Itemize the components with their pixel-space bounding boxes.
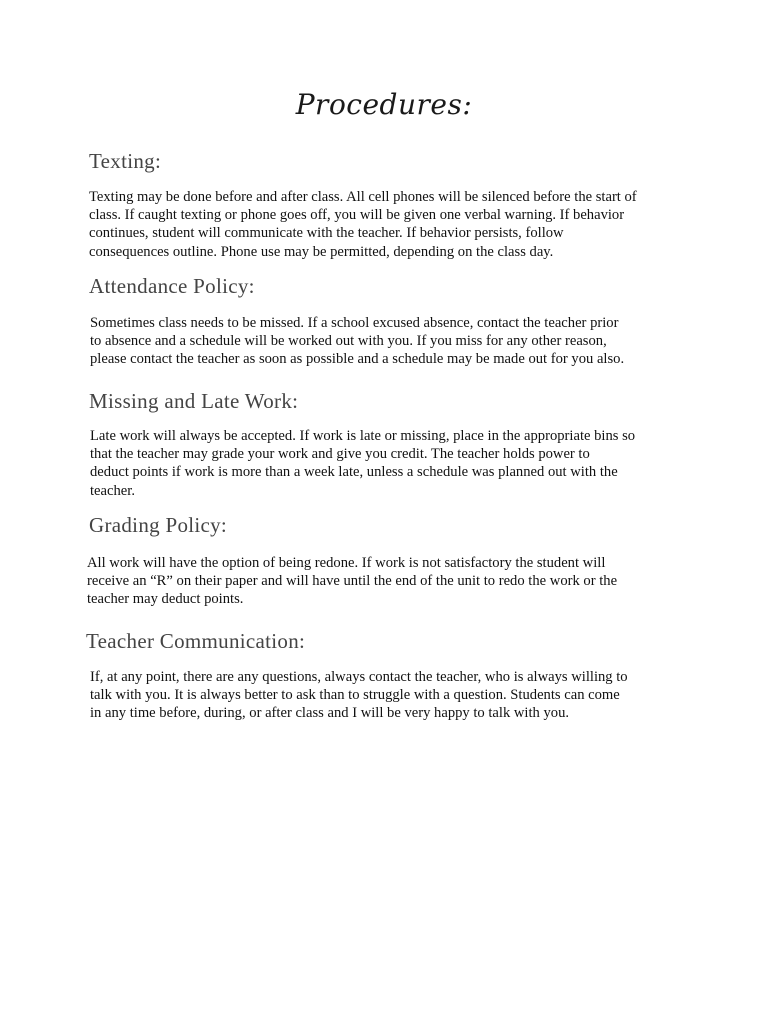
section-body-grading-policy — [87, 554, 617, 609]
section-body-texting — [89, 188, 637, 261]
paragraph-line: deduct points if work is more than a week late, unless a schedule was planned out with the — [90, 464, 618, 481]
page-title: Procedures: — [295, 88, 473, 121]
section-heading-missing-late-work: Missing and Late Work: — [89, 389, 299, 413]
paragraph-line: All work will have the option of being redone. If work is not satisfactory the student will — [87, 555, 606, 571]
paragraph-line: Texting may be done before and after class. All cell phones will be silenced before the start of — [89, 189, 637, 205]
paragraph-line: continues, student will communicate with the teacher. If behavior persists, follow — [89, 225, 564, 242]
section-body-teacher-communication — [90, 668, 628, 723]
paragraph-line: consequences outline. Phone use may be permitted, depending on the class day. — [89, 243, 554, 260]
section-heading-teacher-communication: Teacher Communication: — [86, 629, 306, 653]
section-heading-grading-policy: Grading Policy: — [89, 513, 228, 537]
paragraph-line: Late work will always be accepted. If work is late or missing, place in the appropriate bins so — [90, 428, 636, 444]
section-heading-attendance-policy: Attendance Policy: — [89, 274, 255, 298]
section-body-attendance-policy — [90, 314, 624, 369]
section-body-missing-late-work — [90, 427, 635, 500]
paragraph-line: please contact the teacher as soon as possible and a schedule may be made out for you also. — [90, 351, 625, 368]
paragraph-line: that the teacher may grade your work and give you credit. The teacher holds power to — [90, 446, 590, 463]
paragraph-line: teacher may deduct points. — [87, 591, 244, 608]
paragraph-line: If, at any point, there are any questions, always contact the teacher, who is always willing to — [90, 669, 628, 685]
paragraph-line: talk with you. It is always better to ask than to struggle with a question. Students can come — [90, 687, 620, 704]
paragraph-line: receive an “R” on their paper and will have until the end of the unit to redo the work or the — [87, 573, 618, 590]
paragraph-line: class. If caught texting or phone goes off, you will be given one verbal warning. If behavior — [89, 207, 625, 224]
paragraph-line: teacher. — [90, 482, 135, 499]
section-heading-texting: Texting: — [89, 149, 162, 173]
paragraph-line: in any time before, during, or after class and I will be very happy to talk with you. — [90, 705, 570, 722]
paragraph-line: Sometimes class needs to be missed. If a school excused absence, contact the teacher prior — [90, 315, 619, 331]
paragraph-line: to absence and a schedule will be worked out with you. If you miss for any other reason, — [90, 333, 607, 350]
